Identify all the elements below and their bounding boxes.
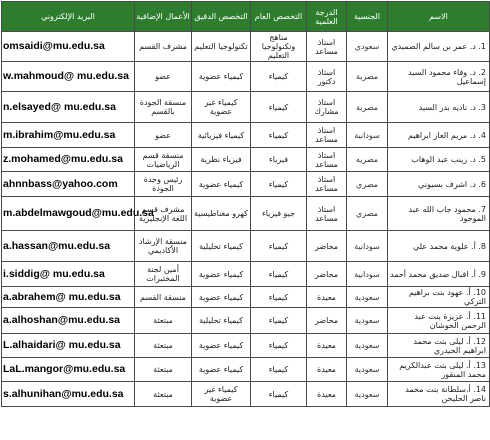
nationality-cell: سعودي: [347, 32, 388, 62]
staff-name: أ. عهود بنت براهيم التركي: [408, 288, 486, 306]
table-row: [2, 358, 490, 382]
specialization-cell: كيمياء تحليلية: [192, 308, 251, 334]
name-cell: 5. د. زينب عبد الوهاب: [388, 148, 490, 172]
general-field-cell: كيمياء: [251, 231, 307, 262]
row-number: 6: [480, 179, 486, 189]
staff-name: د. اشرف بسيوني: [418, 179, 476, 189]
general-field-cell: كيمياء: [251, 172, 307, 197]
staff-name: أ. اقبال صديق محمد أحمد: [390, 269, 476, 279]
table-row: [2, 334, 490, 358]
name-cell: 13. أ. ليلى بنت عبدالكريم محمد المنقور: [388, 358, 490, 382]
specialization-cell: كيمياء عضوية: [192, 62, 251, 92]
general-field-cell: كيمياء: [251, 123, 307, 148]
nationality-cell: مصريه: [347, 148, 388, 172]
nationality-cell: سودانية: [347, 262, 388, 287]
table-row: [2, 123, 490, 148]
name-cell: 4. د. مريم العاز ابراهيم: [388, 123, 490, 148]
nationality-cell: سودانية: [347, 123, 388, 148]
degree-cell: محاضر: [307, 231, 347, 262]
specialization-cell: كيمياء عضوية: [192, 172, 251, 197]
header-admin-duties: الأعمال الإضافية: [135, 2, 192, 32]
admin-duties-cell: منسقة قسم الرياضيات: [135, 148, 192, 172]
general-field-cell: كيمياء: [251, 92, 307, 123]
degree-cell: استاذ مساعد: [307, 197, 347, 231]
general-field-cell: فيزياء: [251, 148, 307, 172]
admin-duties-cell: مبتعثة: [135, 334, 192, 358]
nationality-cell: سعودية: [347, 382, 388, 407]
name-cell: 2. د. وفاء محمود السيد إسماعيل: [388, 62, 490, 92]
header-specialization: التخصص الدقيق: [192, 2, 251, 32]
specialization-cell: كيمياء غير عضوية: [192, 92, 251, 123]
staff-name: أ.سلطانة بنت محمد ناصر الحليحن: [405, 385, 486, 403]
table-row: [2, 382, 490, 407]
admin-duties-cell: مبتعثة: [135, 308, 192, 334]
degree-cell: استاذ مساعد: [307, 172, 347, 197]
staff-name: أ. علوية محمد علي: [412, 241, 476, 251]
general-field-cell: مناهج وتكنولوجيا التعليم: [251, 32, 307, 62]
name-cell: 1. د. عمر بن سالم الصميدي: [388, 32, 490, 62]
degree-cell: معيدة: [307, 358, 347, 382]
header-degree: الدرجة العلمية: [307, 2, 347, 32]
email-cell[interactable]: a.alhoshan@mu.edu.sa: [2, 308, 135, 334]
degree-cell: استاذ مشارك: [307, 92, 347, 123]
degree-cell: محاضر: [307, 262, 347, 287]
nationality-cell: سعودية: [347, 308, 388, 334]
degree-cell: محاضر: [307, 308, 347, 334]
email-cell[interactable]: L.alhaidari@ mu.edu.sa: [2, 334, 135, 358]
specialization-cell: كيمياء غير عضوية: [192, 382, 251, 407]
email-cell[interactable]: n.elsayed@ mu.edu.sa: [2, 92, 135, 123]
general-field-cell: كيمياء: [251, 334, 307, 358]
general-field-cell: كيمياء: [251, 358, 307, 382]
degree-cell: استاذ مساعد: [307, 123, 347, 148]
row-number: 7: [480, 204, 486, 214]
admin-duties-cell: مشرف قسم اللغة الإنجليزية: [135, 197, 192, 231]
email-cell[interactable]: m.abdelmawgoud@mu.edu.sa: [2, 197, 135, 231]
general-field-cell: كيمياء: [251, 262, 307, 287]
email-cell[interactable]: s.alhunihan@mu.edu.sa: [2, 382, 135, 407]
specialization-cell: كيمياء عضوية: [192, 287, 251, 308]
admin-duties-cell: رئيس وحدة الجودة: [135, 172, 192, 197]
nationality-cell: مصري: [347, 172, 388, 197]
staff-name: د. زينب عبد الوهاب: [411, 155, 476, 164]
staff-name: أ. ليلى بنت عبدالكريم محمد المنقور: [399, 360, 486, 379]
name-cell: 3. د. ناديه بدر السيد: [388, 92, 490, 123]
admin-duties-cell: عضو: [135, 62, 192, 92]
email-cell[interactable]: a.hassan@mu.edu.sa: [2, 231, 135, 262]
header-row: [2, 2, 490, 32]
name-cell: 14. أ.سلطانة بنت محمد ناصر الحليحن: [388, 382, 490, 407]
specialization-cell: فيزياء نظرية: [192, 148, 251, 172]
general-field-cell: جيو فيزياء: [251, 197, 307, 231]
staff-name: محمود جاب الله عبد الموجود: [408, 204, 486, 223]
nationality-cell: مصرية: [347, 92, 388, 123]
header-general-field: التخصص العام: [251, 2, 307, 32]
email-cell[interactable]: omsaidi@mu.edu.sa: [2, 32, 135, 62]
staff-name: أ. عزيزة بنت عبد الرحمن الحوشان: [414, 311, 486, 330]
degree-cell: معيدة: [307, 287, 347, 308]
general-field-cell: كيمياء: [251, 308, 307, 334]
specialization-cell: كيمياء فيزيائية: [192, 123, 251, 148]
nationality-cell: سعودية: [347, 334, 388, 358]
staff-name: أ. ليلى بنت محمد ابراهيم الحيدري: [413, 336, 486, 355]
specialization-cell: كيمياء تحليلية: [192, 231, 251, 262]
email-cell[interactable]: w.mahmoud@ mu.edu.sa: [2, 62, 135, 92]
name-cell: 9. أ. اقبال صديق محمد أحمد: [388, 262, 490, 287]
email-cell[interactable]: m.ibrahim@mu.edu.sa: [2, 123, 135, 148]
degree-cell: استاذ مساعد: [307, 148, 347, 172]
name-cell: 8. أ. علوية محمد علي: [388, 231, 490, 262]
degree-cell: معيدة: [307, 382, 347, 407]
name-cell: 10. أ. عهود بنت براهيم التركي: [388, 287, 490, 308]
general-field-cell: كيمياء: [251, 382, 307, 407]
row-number: 4: [480, 130, 486, 140]
nationality-cell: مصري: [347, 197, 388, 231]
staff-name: د. مريم العاز ابراهيم: [407, 130, 476, 140]
row-number: 2: [480, 67, 486, 77]
table-row: [2, 231, 490, 262]
email-cell[interactable]: i.siddig@ mu.edu.sa: [2, 262, 135, 287]
name-cell: 11. أ. عزيزة بنت عبد الرحمن الحوشان: [388, 308, 490, 334]
table-row: [2, 197, 490, 231]
staff-name: د. ناديه بدر السيد: [418, 102, 476, 112]
row-number: 12: [475, 336, 486, 346]
row-number: 1: [480, 42, 486, 51]
table-row: [2, 148, 490, 172]
row-number: 5: [480, 155, 486, 164]
admin-duties-cell: مبتعثة: [135, 382, 192, 407]
admin-duties-cell: مشرف القسم: [135, 32, 192, 62]
general-field-cell: كيمياء: [251, 287, 307, 308]
name-cell: 6. د. اشرف بسيوني: [388, 172, 490, 197]
admin-duties-cell: أمين لجنة المختبرات: [135, 262, 192, 287]
table-row: [2, 92, 490, 123]
staff-name: د. وفاء محمود السيد إسماعيل: [408, 67, 486, 86]
name-cell: 12. أ. ليلى بنت محمد ابراهيم الحيدري: [388, 334, 490, 358]
email-cell[interactable]: LaL.mangor@mu.edu.sa: [2, 358, 135, 382]
specialization-cell: كيمياء عضوية: [192, 334, 251, 358]
degree-cell: استاذ مساعد: [307, 32, 347, 62]
row-number: 3: [480, 102, 486, 112]
email-cell[interactable]: a.abrahem@ mu.edu.sa: [2, 287, 135, 308]
row-number: 8: [480, 241, 486, 251]
table-row: [2, 287, 490, 308]
admin-duties-cell: عضو: [135, 123, 192, 148]
row-number: 10: [475, 288, 486, 297]
admin-duties-cell: مبتعثة: [135, 358, 192, 382]
table-row: [2, 308, 490, 334]
email-cell[interactable]: z.mohamed@mu.edu.sa: [2, 148, 135, 172]
row-number: 9: [480, 269, 486, 279]
admin-duties-cell: منسقة القسم: [135, 287, 192, 308]
table-row: [2, 32, 490, 62]
general-field-cell: كيمياء: [251, 62, 307, 92]
row-number: 14: [475, 385, 486, 394]
email-cell[interactable]: ahnnbass@yahoo.com: [2, 172, 135, 197]
specialization-cell: كيمياء عضوية: [192, 262, 251, 287]
table-body: [2, 32, 490, 407]
row-number: 13: [475, 360, 486, 370]
specialization-cell: كهرو مغناطيسية: [192, 197, 251, 231]
nationality-cell: سعودية: [347, 287, 388, 308]
table-row: [2, 172, 490, 197]
staff-name: د. عمر بن سالم الصميدي: [391, 42, 476, 51]
degree-cell: استاذ دكتور: [307, 62, 347, 92]
admin-duties-cell: منسقة الإرشاد الأكاديمي: [135, 231, 192, 262]
nationality-cell: مصرية: [347, 62, 388, 92]
degree-cell: معيدة: [307, 334, 347, 358]
header-name: الاسم: [388, 2, 490, 32]
header-email: البريد الإلكتروني: [2, 2, 135, 32]
table-row: [2, 262, 490, 287]
specialization-cell: تكنولوجيا التعليم: [192, 32, 251, 62]
row-number: 11: [475, 311, 486, 321]
specialization-cell: كيمياء عضوية: [192, 358, 251, 382]
admin-duties-cell: منسقة الجودة بالقسم: [135, 92, 192, 123]
name-cell: 7. محمود جاب الله عبد الموجود: [388, 197, 490, 231]
header-nationality: الجنسية: [347, 2, 388, 32]
table-row: [2, 62, 490, 92]
nationality-cell: سودانية: [347, 231, 388, 262]
staff-table: [1, 1, 490, 407]
nationality-cell: سعودية: [347, 358, 388, 382]
